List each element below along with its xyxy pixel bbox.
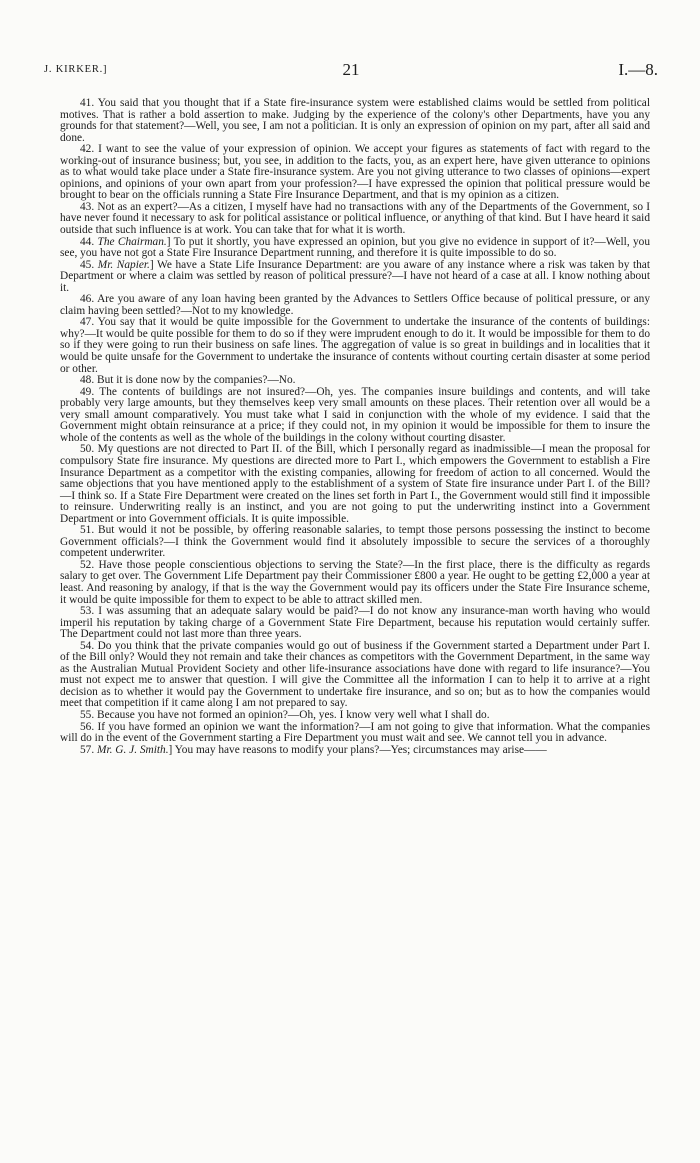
- witness-name: J. KIRKER.]: [44, 64, 108, 75]
- question-54: 54. Do you think that the private companies would go out of business if the Government started a Department under Part I. of the Bill only? Would they not remain and take their chances as competitors with the Government Department, in the same way as the Australian Mutual Provident Society and other life-insurance associations have done with regard to life insurance?—You must not expect me to answer that question. I will give the Committee all the information I can to help it to arrive at a right decision as to whether it would pay the Government to undertake fire insurance, and so on; but as to how the companies would meet that competition if it came along I am not prepared to say.: [60, 639, 650, 710]
- running-head: [44, 62, 658, 82]
- question-43: 43. Not as an expert?—As a citizen, I myself have had no transactions with any of the Departments of the Government, so I have never found it necessary to ask for political assistance or political influence, or anything of that kind. But I have heard it said outside that such influence is at work. You can take that for what it is worth.: [60, 200, 651, 237]
- question-50: 50. My questions are not directed to Part II. of the Bill, which I personally regard as inadmissible—I mean the proposal for compulsory State fire insurance. My questions are directed more to Part I., which empowers the Government to establish a Fire Insurance Department as a competitor with the existing companies, allowing for freedom of action to all concerned. Would the same objections that you have mentioned apply to the establishment of a system of State fire insurance under Part I. of the Bill?—I think so. If a State Fire Department were created on the lines set forth in Part I., the Government would still find it impossible to reinsure. Underwriting really is an instinct, and you are not going to put the underwriting instinct into a Government Department or into Government officials. It is quite impossible.: [60, 443, 650, 525]
- question-55: 55. Because you have not formed an opinion?—Oh, yes. I know very well what I shall do.: [80, 708, 490, 721]
- speaker-name: The Chairman.: [97, 235, 167, 248]
- evidence-body: [60, 98, 650, 756]
- page-number: 21: [342, 60, 360, 79]
- question-52: 52. Have those people conscientious objections to serving the State?—In the first place, there is the difficulty as regards salary to get over. The Government Life Department pay their Commissioner £800 a year. He ought to be getting £2,000 a year at least. And reasoning by analogy, if that is the way the Government would pay its officers under the State Fire Insurance scheme, it would be quite impossible for them to expect to be able to attract skilled men.: [60, 558, 650, 606]
- question-44: 44. The Chairman.] To put it shortly, you have expressed an opinion, but you give no evidence in support of it?—Well, you see, you have not got a State Fire Insurance Department running, and therefore it is quite impossible to do so.: [60, 235, 651, 260]
- question-51: 51. But would it not be possible, by offering reasonable salaries, to tempt those persons possessing the instinct to become Government officials?—I think the Government would find it absolutely impossible to secure the services of a thoroughly competent underwriter.: [60, 524, 650, 560]
- speaker-name: Mr. Napier.: [97, 258, 150, 271]
- question-45: 45. Mr. Napier.] We have a State Life Insurance Department: are you aware of any instance where a risk was taken by that Department or where a claim was settled by reason of political pressure?—I have not heard of a case at all. I know nothing about it.: [60, 258, 650, 294]
- paper-reference: I.—8.: [618, 60, 658, 79]
- question-53: 53. I was assuming that an adequate salary would be paid?—I do not know any insurance-man worth having who would imperil his reputation by taking charge of a Government State Fire Department, because his reputation would certainly suffer. The Department could not last more than three years.: [60, 605, 650, 641]
- question-57: 57. Mr. G. J. Smith.] You may have reasons to modify your plans?—Yes; circumstances may arise——: [80, 743, 547, 756]
- question-41: 41. You said that you thought that if a State fire-insurance system were established claims would be settled from political motives. That is rather a bold assertion to make. Judging by the experience of the colony's other Departments, have you any grounds for that statement?—Well, you see, I am not a politician. It is only an expression of opinion on my part, after all said and done.: [60, 97, 650, 144]
- question-42: 42. I want to see the value of your expression of opinion. We accept your figures as statements of fact with regard to the working-out of insurance business; but, you see, in addition to the facts, you, as an expert here, have given utterance to opinions as to what would take place under a State fire-insurance system. Are you not giving utterance to two classes of opinions—expert opinions, and opinions of your own apart from your profession?—I have expressed the opinion that political pressure would be brought to bear on the officials running a State Fire Insurance Department, and that is my opinion as a citizen.: [60, 143, 650, 202]
- question-56: 56. If you have formed an opinion we want the information?—I am not going to give that information. What the companies will do in the event of the Government starting a Fire Department you must wait and see. We cannot tell you in advance.: [60, 720, 650, 745]
- speaker-name: Mr. G. J. Smith.: [97, 743, 169, 756]
- question-47: 47. You say that it would be quite impossible for the Government to undertake the insurance of the contents of buildings: why?—It would be quite possible for them to do so if they were imprudent enough to do it. It would be impossible for them to do so if they were going to run their business on safe lines. The aggregation of value is so great in buildings and in localities that it would be quite unsafe for the Government to undertake the insurance of contents without courting certain disaster at some period or other.: [60, 316, 650, 375]
- question-48: 48. But it is done now by the companies?—No.: [80, 374, 296, 387]
- question-46: 46. Are you aware of any loan having been granted by the Advances to Settlers Office because of political pressure, or any claim having been settled?—Not to my knowledge.: [60, 293, 650, 317]
- question-49: 49. The contents of buildings are not insured?—Oh, yes. The companies insure buildings and contents, and will take probably very large amounts, but they themselves keep very small amounts on these places. Their retention over all would be a very small amount comparatively. You must take what I said in conjunction with the whole of my evidence. I said that the Government might obtain reinsurance at a price; if they could not, in my opinion it would be impossible for them to insure the whole of the contents as well as the whole of the buildings in the colony without courting disaster.: [60, 385, 650, 444]
